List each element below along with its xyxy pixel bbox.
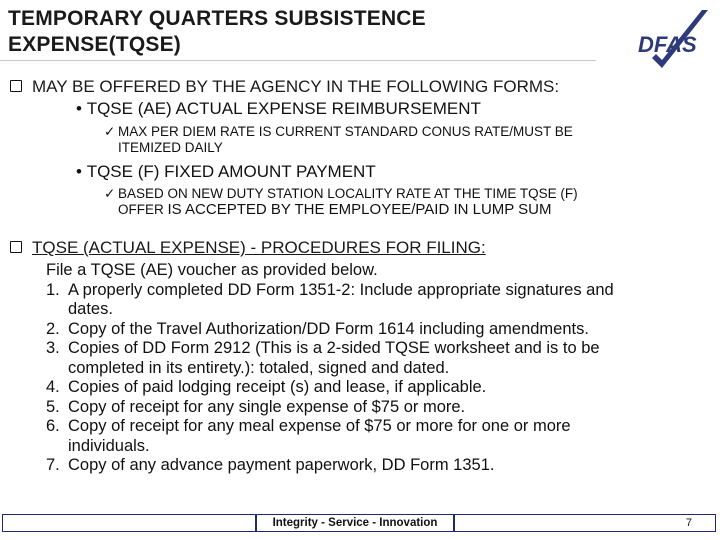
dfas-logo <box>632 8 710 68</box>
checkmark-icon: ✓ <box>104 124 116 139</box>
f-detail-line1: BASED ON NEW DUTY STATION LOCALITY RATE AT THE TIME TQSE (F) <box>118 186 578 201</box>
list-item: 1. A properly completed DD Form 1351-2: Include appropriate signatures and dates. <box>46 280 614 318</box>
form-option-f <box>76 162 376 182</box>
list-item: 7. Copy of any advance payment paperwork, DD Form 1351. <box>46 456 495 474</box>
title-divider <box>0 60 596 61</box>
page-title <box>8 6 608 58</box>
list-item: 4. Copies of paid lodging receipt (s) and lease, if applicable. <box>46 378 487 396</box>
checkmark-icon: ✓ <box>104 186 116 201</box>
list-item: 5. Copy of receipt for any single expense of $75 or more. <box>46 397 466 416</box>
section1-heading-text: MAY BE OFFERED BY THE AGENCY IN THE FOLLOWING FORMS: <box>32 77 560 96</box>
form-option-f-detail <box>104 186 704 218</box>
bullet-dot-icon: • <box>76 162 82 181</box>
form-option-ae-detail <box>104 124 694 156</box>
section2-heading <box>10 238 486 258</box>
section2-heading-text: TQSE (ACTUAL EXPENSE) - PROCEDURES FOR FILING: <box>32 238 486 257</box>
f-detail-line2-start: OFFER <box>118 202 164 217</box>
list-item: 6. Copy of receipt for any meal expense of $75 or more for one or more individuals. <box>46 417 571 455</box>
footer-motto: Integrity - Service - Innovation <box>272 517 438 529</box>
checkbox-bullet-icon <box>10 80 22 92</box>
title-line-2: EXPENSE(TQSE) <box>8 33 181 56</box>
title-line-1: TEMPORARY QUARTERS SUBSISTENCE <box>8 7 426 30</box>
ae-detail-line2: ITEMIZED DAILY <box>118 140 223 155</box>
form-option-ae-label: TQSE (AE) ACTUAL EXPENSE REIMBURSEMENT <box>86 99 481 118</box>
section1-heading <box>10 77 559 97</box>
dfas-logo-graphic <box>632 8 710 68</box>
page-number: 7 <box>685 517 692 529</box>
list-item: 3. Copies of DD Form 2912 (This is a 2-sided TQSE worksheet and is to be completed in its entirety.): totaled, signed and dated. <box>46 339 600 377</box>
ae-detail-line1: MAX PER DIEM RATE IS CURRENT STANDARD CONUS RATE/MUST BE <box>118 124 573 139</box>
filing-intro: File a TQSE (AE) voucher as provided below. <box>46 261 378 279</box>
checkbox-bullet-icon <box>10 241 22 253</box>
bullet-dot-icon: • <box>76 99 82 118</box>
form-option-f-label: TQSE (F) FIXED AMOUNT PAYMENT <box>86 162 376 181</box>
logo-text: DFAS <box>638 32 697 57</box>
filing-steps <box>46 261 686 476</box>
form-option-ae <box>76 99 481 119</box>
f-detail-line2-end: IS ACCEPTED BY THE EMPLOYEE/PAID IN LUMP SUM <box>167 201 552 218</box>
list-item: 2. Copy of the Travel Authorization/DD Form 1614 including amendments. <box>46 319 589 338</box>
